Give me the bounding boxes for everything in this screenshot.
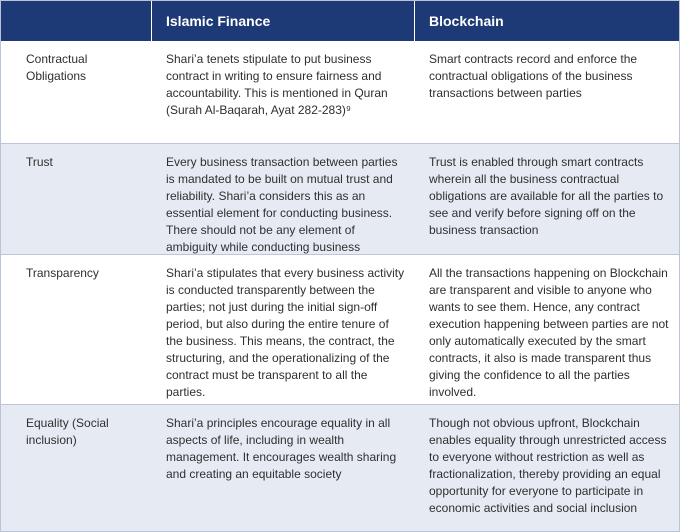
header-islamic-finance: Islamic Finance xyxy=(166,13,271,29)
islamic-finance-cell: Every business transaction between parties is mandated to be built on mutual trust and reliability. Shari’a considers this as an essential element for conducting business. There should not be any element of ambiguity while conducting business xyxy=(166,155,398,254)
row-label: Contractual Obligations xyxy=(26,52,88,83)
row-label: Trust xyxy=(26,155,53,169)
blockchain-cell: Smart contracts record and enforce the contractual obligations of the business transactions between parties xyxy=(429,52,638,100)
row-label: Equality (Social inclusion) xyxy=(26,416,109,447)
row-label: Transparency xyxy=(26,266,99,280)
table-row xyxy=(1,255,679,404)
header-blockchain: Blockchain xyxy=(429,13,504,29)
islamic-finance-cell: Shari’a stipulates that every business activity is conducted transparently between the parties; not just during the initial sign-off period, but also during the entire tenure of the business. This means, the contract, the structuring, and the operationalizing of the contract must be transparent to all the parties. xyxy=(166,266,405,399)
blockchain-cell: Though not obvious upfront, Blockchain enables equality through unrestricted access to everyone without restriction as well as fractionalization, thereby providing an equal opportunity for everyone to participate in economic activities and social inclusion xyxy=(429,416,667,515)
header-divider xyxy=(414,1,415,41)
header-divider xyxy=(151,1,152,41)
blockchain-cell: Trust is enabled through smart contracts wherein all the business contractual obligations are available for all the parties to see and verify before signing off on the business transaction xyxy=(429,155,664,237)
islamic-finance-cell: Shari’a tenets stipulate to put business contract in writing to ensure fairness and accountability. This is mentioned in Quran (Surah Al-Baqarah, Ayat 282-283)⁹ xyxy=(166,52,388,117)
blockchain-cell: All the transactions happening on Blockchain are transparent and visible to anyone who wants to see them. Hence, any contract execution happening between parties are not only automatically executed by the smart contracts, it also is made transparent thus giving the confidence to all the parties involved. xyxy=(429,266,669,399)
table-row xyxy=(1,405,679,531)
table-header xyxy=(1,1,679,41)
table-row xyxy=(1,41,679,143)
islamic-finance-cell: Shari’a principles encourage equality in all aspects of life, including in wealth management. It encourages wealth sharing and creating an equitable society xyxy=(166,416,397,481)
table-row xyxy=(1,144,679,254)
